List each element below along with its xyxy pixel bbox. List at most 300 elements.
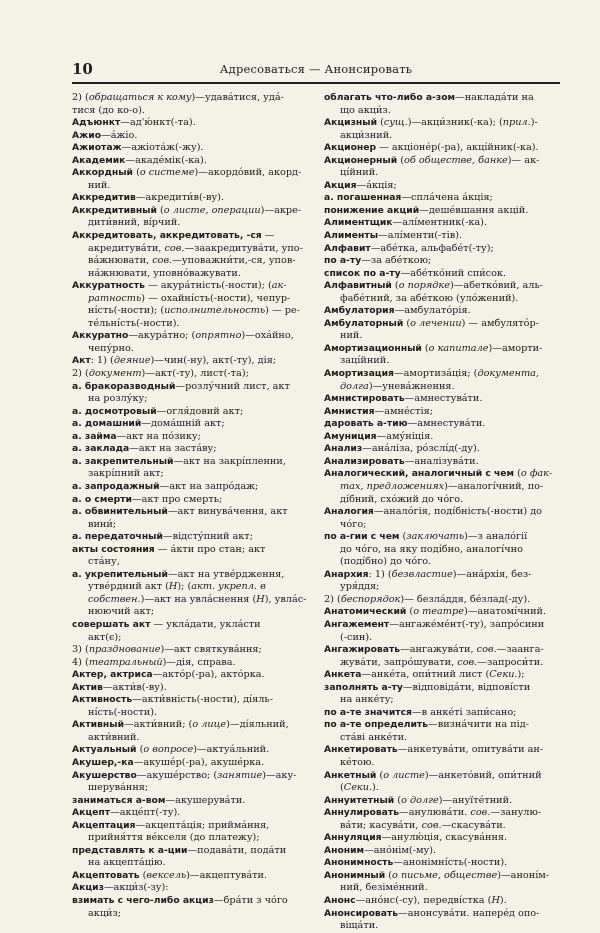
dictionary-line (324, 544, 570, 557)
definition-text: —в анке́ті запи́сано; (411, 706, 517, 718)
dictionary-line (324, 130, 570, 143)
header-rule (72, 82, 560, 84)
definition-text: ні́сть(-ности). (88, 706, 158, 718)
dictionary-line (324, 657, 570, 670)
headword: Ангажировать (324, 644, 401, 656)
definition-text: —акт на закрі́пленни, (173, 455, 286, 467)
dictionary-line (72, 481, 318, 494)
dictionary-line (324, 782, 570, 795)
dictionary-line (324, 255, 570, 268)
definition-text: )—акре- (260, 204, 302, 216)
dictionary-line (72, 569, 318, 582)
definition-text: —огля́довий акт; (156, 405, 244, 417)
usage-note: сов. (164, 242, 185, 254)
definition-text: ( (391, 280, 399, 292)
headword: взимать с чего-либо акциз (72, 895, 214, 906)
dictionary-line (72, 694, 318, 707)
dictionary-line (72, 293, 318, 306)
definition-text: —занулю- (490, 807, 542, 819)
definition-text: —скасува́ти. (441, 819, 506, 831)
headword: Амортизационный (324, 342, 422, 354)
headword: Анкета (324, 669, 362, 681)
dictionary-line (72, 732, 318, 745)
dictionary-line (72, 418, 318, 431)
dictionary-line (324, 456, 570, 469)
dictionary-line (72, 795, 318, 808)
definition-text: )—актуа́льний. (193, 744, 270, 756)
definition-text: (поді́бно) до чо́го. (340, 556, 432, 568)
dictionary-line (72, 744, 318, 757)
dictionary-line (324, 268, 570, 281)
definition-text: утве́рдний акт ( (88, 581, 169, 593)
dictionary-line (72, 531, 318, 544)
dictionary-line (324, 845, 570, 858)
definition-text: —акт на запро́даж; (159, 480, 259, 492)
usage-note: о листе (383, 769, 425, 781)
usage-note: занятие (217, 769, 263, 781)
headword: Анонс (324, 895, 356, 906)
definition-text: — (261, 230, 275, 242)
dictionary-line (72, 280, 318, 293)
definition-text: ( (377, 117, 384, 129)
definition-text: —відсту́пний акт; (162, 531, 253, 543)
dictionary-line (324, 431, 570, 444)
definition-text: —анонімні́сть(-ности). (393, 857, 508, 869)
headword: Амнистия (324, 405, 375, 417)
headword: Акцизный (324, 117, 378, 129)
definition-text: —анонсува́ти. напере́д опо- (398, 907, 540, 919)
usage-note: Н (256, 593, 265, 605)
definition-text: фабе́тний, за абе́ткою (уло́жений). (340, 292, 519, 304)
headword: Ажио (72, 129, 102, 141)
definition-text: заці́йний. (340, 355, 390, 367)
definition-text: вини́; (88, 518, 117, 530)
definition-text: чепу́рно. (88, 342, 134, 354)
definition-text: —акце́пт(-ту). (110, 807, 181, 819)
dictionary-line (72, 807, 318, 820)
usage-note: ак- (271, 280, 287, 292)
usage-note: сов. (457, 656, 478, 668)
definition-text: —заакредитува́ти, упо- (184, 242, 303, 254)
headword: Алфавитный (324, 280, 392, 292)
definition-text: )—акт(-ту), лист(-та); (141, 368, 249, 380)
dictionary-line (324, 832, 570, 845)
definition-text: ва́жнювати, (88, 255, 153, 267)
dictionary-line (72, 343, 318, 356)
dictionary-line (72, 368, 318, 381)
definition-text: ( (399, 531, 407, 543)
dictionary-line (72, 268, 318, 281)
definition-text: ( (376, 769, 384, 781)
definition-text: ) — ре- (265, 305, 300, 317)
definition-text: )—ана́рхія, без- (452, 568, 532, 580)
definition-text: —анке́та, опи́тний лист ( (361, 669, 490, 681)
definition-text: —за абе́ткою; (361, 255, 432, 267)
headword: Акцептация (72, 819, 136, 831)
definition-text: —акто́р(-ра), акто́рка. (152, 669, 265, 681)
headword: а. досмотровый (72, 405, 157, 417)
headword: а. заклада (72, 443, 130, 455)
definition-text: —акушерува́ти. (165, 794, 246, 806)
headword: Актер, актриса (72, 669, 153, 681)
headword: а. бракоразводный (72, 380, 176, 392)
dictionary-line (324, 694, 570, 707)
definition-text: — акура́тність(-ности); ( (144, 280, 272, 292)
definition-text: )—анатомі́чний. (463, 606, 547, 618)
dictionary-line (324, 230, 570, 243)
dictionary-line (72, 632, 318, 645)
dictionary-line (72, 255, 318, 268)
headword: Актив (72, 681, 103, 693)
definition-text: ста́ві анке́ти. (340, 731, 408, 743)
dictionary-line (324, 192, 570, 205)
dictionary-line (72, 594, 318, 607)
definition-text: —аналізува́ти. (404, 455, 479, 467)
definition-text: )—з анало́гії (464, 531, 528, 543)
headword: акты состояния (72, 543, 155, 555)
definition-text: —анкетува́ти, опитува́ти ан- (397, 744, 544, 756)
page-number: 10 (72, 60, 93, 78)
definition-text: —запроси́ти. (477, 656, 544, 668)
headword: Анатомический (324, 606, 407, 618)
definition-text: —анало́гія, поді́бність(-ности) до (373, 506, 543, 518)
definition-text: —абе́тка, альфабе́т(-ту); (370, 242, 494, 254)
definition-text: на розлу́ку; (88, 393, 148, 405)
dictionary-line (72, 519, 318, 532)
dictionary-line (324, 594, 570, 607)
headword: Анонимный (324, 869, 386, 881)
headword: список по а-ту (324, 267, 401, 279)
dictionary-line (324, 669, 570, 682)
dictionary-line (72, 845, 318, 858)
definition-text: —акт на по́зику; (116, 430, 201, 442)
definition-text: на анке́ту; (340, 694, 394, 706)
usage-note: об обществе, банке (404, 154, 508, 166)
dictionary-line (324, 155, 570, 168)
definition-text: —акти́вність(-ности), ді́яль- (132, 694, 273, 706)
dictionary-line (72, 820, 318, 833)
dictionary-line (324, 556, 570, 569)
definition-text: 3) ( (72, 644, 89, 656)
dictionary-line (324, 406, 570, 419)
definition-text: ); (517, 669, 525, 681)
headword: Анонимность (324, 857, 394, 869)
left-column (72, 92, 318, 919)
definition-text: —акти́вний; ( (124, 719, 193, 731)
dictionary-line (72, 142, 318, 155)
definition-text: акци́зний. (340, 129, 393, 141)
definition-text: : 1) ( (90, 355, 114, 367)
dictionary-line (324, 481, 570, 494)
definition-text: 2) ( (72, 92, 89, 103)
usage-note: беспорядок (340, 593, 401, 605)
headword: по а-те значится (324, 706, 412, 718)
definition-text: ( (156, 204, 164, 216)
usage-note: Н (491, 895, 500, 906)
right-column (324, 92, 570, 932)
definition-text: )—акт святкува́ння; (160, 644, 262, 656)
headword: Активный (72, 719, 125, 731)
headword: Академик (72, 154, 126, 166)
definition-text: ний. (340, 330, 363, 342)
definition-text: ( (394, 794, 402, 806)
definition-text: —деше́вшання акцій. (419, 204, 529, 216)
usage-note: документ (88, 368, 142, 380)
usage-note: опрятно (195, 330, 242, 342)
headword: Акцепт (72, 807, 111, 819)
dictionary-line (324, 393, 570, 406)
definition-text: віща́ти. (340, 920, 379, 932)
headword: Аналогия (324, 506, 374, 518)
definition-text: —акуше́р(-ра), акуше́рка. (133, 756, 265, 768)
usage-note: Н (168, 581, 178, 593)
dictionary-line (72, 305, 318, 318)
definition-text: (-син). (340, 631, 373, 643)
definition-text: закрі́пний акт; (88, 468, 164, 480)
definition-text: —бра́ти з чо́го (213, 895, 288, 906)
dictionary-line (324, 293, 570, 306)
dictionary-line (324, 732, 570, 745)
definition-text: —подава́ти, пода́ти (187, 844, 287, 856)
definition-text: )—акци́зник(-ка); ( (407, 117, 503, 129)
dictionary-line (72, 355, 318, 368)
usage-note: о лечении (410, 317, 462, 329)
usage-note: о листе, операции (163, 204, 261, 216)
headword: Акцептовать (72, 869, 140, 881)
headword: Акт (72, 355, 91, 367)
definition-text: —акцепта́ція; прийма́ння, (135, 819, 270, 831)
definition-text: : 1) ( (368, 568, 392, 580)
definition-text: —ад'ю́нкт(-та). (120, 117, 196, 129)
usage-note: деяние (113, 355, 151, 367)
headword: Анкетный (324, 769, 377, 781)
headword: Аккуратно (72, 330, 129, 342)
definition-text: )—акт на увла́снення ( (140, 593, 257, 605)
dictionary-line (72, 205, 318, 218)
dictionary-line (72, 130, 318, 143)
headword: даровать а-тию (324, 418, 408, 430)
headword: а. закрепительный (72, 455, 174, 467)
definition-text: ); ( (177, 581, 192, 593)
dictionary-line (72, 657, 318, 670)
headword: Акционерный (324, 154, 398, 166)
dictionary-line (72, 155, 318, 168)
definition-text: прийня́ття ве́кселя (до платежу); (88, 832, 260, 844)
dictionary-line (72, 644, 318, 657)
dictionary-line (72, 92, 318, 105)
definition-text: ( (385, 869, 393, 881)
definition-text: нюючий акт; (88, 606, 155, 618)
dictionary-line (324, 895, 570, 908)
definition-text: ( (421, 342, 429, 354)
headword: заниматься а-вом (72, 794, 166, 806)
definition-text: акредитува́ти, (88, 242, 165, 254)
definition-text: ( (397, 154, 405, 166)
dictionary-line (324, 682, 570, 695)
definition-text: —акт на заста́ву; (129, 443, 217, 455)
dictionary-line (72, 857, 318, 870)
definition-text: —анулюва́ти. (399, 807, 471, 819)
dictionary-line (324, 205, 570, 218)
definition-text: —ана́ліза, ро́зслі́д(-ду). (362, 443, 480, 455)
headword: а. домашний (72, 418, 142, 430)
usage-note: о долге (401, 794, 439, 806)
headword: по а-ту (324, 255, 362, 267)
definition-text: ці́йний. (340, 167, 379, 179)
definition-text: —розлу́чний лист, акт (175, 380, 290, 392)
dictionary-line (324, 506, 570, 519)
dictionary-line (72, 770, 318, 783)
dictionary-line (324, 719, 570, 732)
dictionary-line (324, 180, 570, 193)
headword: Алиментщик (324, 217, 393, 229)
usage-note: празднование (88, 644, 161, 656)
headword: Аккредитовать, аккредитовать, -ся (72, 230, 262, 242)
dictionary-line (324, 117, 570, 130)
definition-text: —дома́шній акт; (141, 418, 225, 430)
definition-text: —акти́в(-ву). (102, 681, 167, 693)
dictionary-line (72, 443, 318, 456)
definition-text: —ано́нс(-су), передві́стка ( (355, 895, 492, 906)
usage-note: о вопросе (143, 744, 194, 756)
headword: Аккордный (72, 167, 133, 179)
usage-note: ратность (88, 292, 142, 304)
dictionary-line (72, 243, 318, 256)
dictionary-line (324, 707, 570, 720)
definition-text: до чо́го, на яку поді́бно, аналогі́чно (340, 543, 523, 555)
dictionary-line (72, 318, 318, 331)
headword: Аккуратность (72, 280, 145, 292)
running-title: Адресоваться — Анонсировать (219, 62, 413, 76)
headword: Анкетировать (324, 744, 398, 756)
definition-text: )— ак- (507, 154, 540, 166)
dictionary-line (324, 519, 570, 532)
definition-text: )—оха́йно, (241, 330, 294, 342)
headword: Аннулировать (324, 807, 399, 819)
dictionary-line (324, 343, 570, 356)
definition-text: —акци́з(-зу): (103, 882, 169, 894)
definition-text: —алі́ментник(-ка). (392, 217, 488, 229)
definition-text: те́льні́сть(-ности). (88, 317, 180, 329)
usage-note: о письме, обществе (392, 869, 498, 881)
dictionary-line (324, 619, 570, 632)
definition-text: 2) ( (72, 368, 89, 380)
usage-note: о лице (192, 719, 227, 731)
definition-text: жува́ти, запро́шувати, (340, 656, 458, 668)
dictionary-line (72, 870, 318, 883)
headword: Аннуитетный (324, 794, 395, 806)
dictionary-line (324, 870, 570, 883)
definition-text: —акт про смерть; (131, 493, 223, 505)
headword: совершать акт (72, 618, 151, 630)
definition-text: —акура́тно; ( (128, 330, 196, 342)
dictionary-line (72, 431, 318, 444)
dictionary-line (72, 581, 318, 594)
headword: представлять к а-ции (72, 844, 188, 856)
dictionary-line (324, 644, 570, 657)
dictionary-line (324, 92, 570, 105)
dictionary-line (72, 757, 318, 770)
dictionary-line (324, 882, 570, 895)
usage-note: тах, предложениях (340, 480, 445, 492)
dictionary-line (324, 368, 570, 381)
usage-note: сущ. (383, 117, 408, 129)
definition-text: )—ді́яльний, (226, 719, 289, 731)
definition-text: 4) ( (72, 656, 89, 668)
dictionary-line (72, 544, 318, 557)
definition-text: )—удава́тися, уда́- (191, 92, 284, 103)
definition-text: акти́вний. (88, 731, 140, 743)
definition-text: )—ануїте́тний. (438, 794, 513, 806)
headword: а. погашенная (324, 192, 402, 204)
dictionary-line (72, 895, 318, 908)
dictionary-line (324, 581, 570, 594)
dictionary-line (72, 167, 318, 180)
headword: Ажиотаж (72, 142, 122, 154)
headword: понижение акций (324, 204, 420, 216)
definition-text: ді́бний, схо́жий до чо́го. (340, 493, 464, 505)
definition-text: ) — амбулято́р- (461, 317, 539, 329)
headword: Аналогический, аналогичный с чем (324, 468, 515, 480)
definition-text: )—унева́жнення. (368, 380, 455, 392)
dictionary-line (324, 468, 570, 481)
definition-text: —уповажни́ти,-ся, упов- (172, 255, 296, 267)
definition-text: —акуше́рство; ( (136, 769, 218, 781)
definition-text: —визна́чити на під- (428, 719, 530, 731)
headword: Амнистировать (324, 393, 405, 405)
definition-text: —ано́нім(-му). (364, 844, 437, 856)
definition-text: на́жнювати, уповно́важувати. (88, 267, 241, 279)
definition-text: —акт на утве́рдження, (167, 568, 285, 580)
definition-text: —анулю́ція, скасува́ння. (381, 832, 508, 844)
headword: Алименты (324, 230, 378, 242)
dictionary-line (72, 180, 318, 193)
dictionary-line (324, 857, 570, 870)
dictionary-line (324, 795, 570, 808)
definition-text: )—абетко́вий, аль- (449, 280, 544, 292)
definition-text: )— безла́ддя, бе́злад(-ду). (400, 593, 531, 605)
definition-text: )—акцептува́ти. (186, 869, 268, 881)
usage-note: прил. (502, 117, 531, 129)
definition-text: ). (499, 895, 507, 906)
definition-text: )—аморти- (488, 342, 543, 354)
dictionary-line (324, 632, 570, 645)
usage-note: заключать (406, 531, 465, 543)
usage-note: о театре (413, 606, 464, 618)
headword: Амбулаторный (324, 317, 404, 329)
dictionary-line (72, 719, 318, 732)
dictionary-line (324, 606, 570, 619)
headword: Актуальный (72, 744, 137, 756)
headword: Адъюнкт (72, 117, 121, 129)
usage-note: Секи. (343, 782, 373, 794)
usage-note: обращаться к кому (88, 92, 192, 103)
headword: Амуниция (324, 430, 377, 442)
dictionary-line (72, 230, 318, 243)
dictionary-line (72, 393, 318, 406)
headword: Акция (324, 179, 357, 191)
headword: Аккредитив (72, 192, 136, 204)
dictionary-line (72, 682, 318, 695)
dictionary-line (324, 744, 570, 757)
dictionary-line (324, 418, 570, 431)
definition-text: —ажіота́ж(-жу). (121, 142, 204, 154)
usage-note: безвластие (391, 568, 453, 580)
definition-text: 2) ( (324, 593, 341, 605)
headword: Акушерство (72, 769, 137, 781)
definition-text: —абе́тко́ний спи́сок. (400, 267, 507, 279)
dictionary-line (72, 406, 318, 419)
